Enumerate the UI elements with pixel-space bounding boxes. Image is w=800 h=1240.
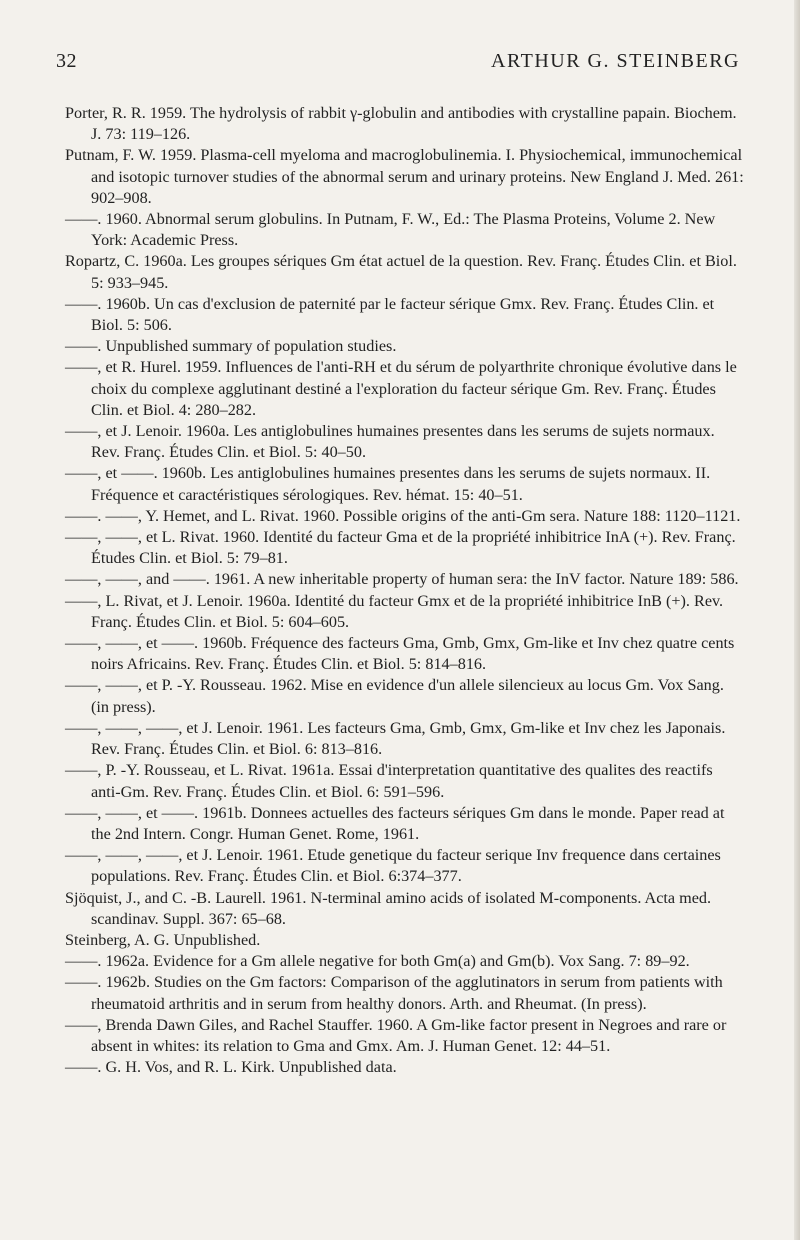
reference-entry: ——, ——, ——, et J. Lenoir. 1961. Les facteurs Gma, Gmb, Gmx, Gm-like et Inv chez les Japonais. Rev. Franç. Études Clin. et Biol. 6: 813–816. (65, 718, 726, 759)
reference-entry: Ropartz, C. 1960a. Les groupes sériques Gm état actuel de la question. Rev. Franç. Études Clin. et Biol. 5: 933–945. (65, 252, 737, 292)
page-header (56, 50, 740, 80)
reference-entry: ——, P. -Y. Rousseau, et L. Rivat. 1961a. Essai d'interpretation quantitative des qualites des reactifs anti-Gm. Rev. Franç. Études Clin. et Biol. 6: 591–596. (65, 761, 713, 801)
reference-entry: ——, L. Rivat, et J. Lenoir. 1960a. Identité du facteur Gmx et de la propriété inhibitrice InB (+). Rev. Franç. Études Clin. et Biol. 5: 604–605. (65, 591, 724, 631)
reference-entry: ——, ——, and ——. 1961. A new inheritable property of human sera: the InV factor. Nature 189: 586. (65, 570, 739, 589)
reference-entry: ——, Brenda Dawn Giles, and Rachel Stauffer. 1960. A Gm-like factor present in Negroes and rare or absent in whites: its relation to Gma and Gmx. Am. J. Human Genet. 12: 44–51. (65, 1015, 727, 1055)
reference-entry: Porter, R. R. 1959. The hydrolysis of rabbit γ-globulin and antibodies with crystalline papain. Biochem. J. 73: 119–126. (65, 104, 737, 144)
reference-entry: ——, et J. Lenoir. 1960a. Les antiglobulines humaines presentes dans les serums de sujets normaux. Rev. Franç. Études Clin. et Biol. 5: 40–50. (65, 422, 715, 462)
reference-entry: ——. 1962a. Evidence for a Gm allele negative for both Gm(a) and Gm(b). Vox Sang. 7: 89–92. (65, 952, 690, 971)
reference-entry: Steinberg, A. G. Unpublished. (65, 930, 261, 949)
reference-entry: ——. G. H. Vos, and R. L. Kirk. Unpublished data. (65, 1058, 397, 1077)
reference-entry: ——. 1962b. Studies on the Gm factors: Comparison of the agglutinators in serum from patients with rheumatoid arthritis and in serum from healthy donors. Arth. and Rheumat. (In press). (65, 973, 723, 1013)
page-number: 32 (56, 50, 77, 72)
reference-entry: Sjöquist, J., and C. -B. Laurell. 1961. N-terminal amino acids of isolated M-components. Acta med. scandinav. Suppl. 367: 65–68. (65, 888, 712, 928)
reference-entry: ——, et ——. 1960b. Les antiglobulines humaines presentes dans les serums de sujets normaux. II. Fréquence et caractéristiques sérologiques. Rev. hémat. 15: 40–51. (65, 464, 711, 504)
reference-entry: ——, et R. Hurel. 1959. Influences de l'anti-RH et du sérum de polyarthrite chronique évolutive dans le choix du complexe agglutinant destiné a l'exploration du facteur sérique Gm. Rev. Franç. Études Clin. et Biol. 4: 280–282. (65, 358, 737, 419)
reference-entry: ——. Unpublished summary of population studies. (65, 337, 397, 356)
reference-list (65, 103, 745, 1078)
reference-entry: ——, ——, et ——. 1960b. Fréquence des facteurs Gma, Gmb, Gmx, Gm-like et Inv chez quatre cents noirs Africains. Rev. Franç. Études Clin. et Biol. 5: 814–816. (65, 634, 735, 674)
page-edge (794, 0, 800, 1240)
reference-entry: ——. 1960. Abnormal serum globulins. In Putnam, F. W., Ed.: The Plasma Proteins, Volume 2. New York: Academic Press. (65, 210, 716, 250)
reference-entry: ——, ——, et L. Rivat. 1960. Identité du facteur Gma et de la propriété inhibitrice InA (+). Rev. Franç. Études Clin. et Biol. 5: 79–81. (65, 528, 736, 568)
running-title: ARTHUR G. STEINBERG (491, 50, 740, 72)
reference-entry: ——, ——, et P. -Y. Rousseau. 1962. Mise en evidence d'un allele silencieux au locus Gm. Vox Sang. (in press). (65, 676, 724, 716)
reference-entry: ——. 1960b. Un cas d'exclusion de paternité par le facteur sérique Gmx. Rev. Franç. Études Clin. et Biol. 5: 506. (65, 294, 715, 335)
reference-entry: Putnam, F. W. 1959. Plasma-cell myeloma and macroglobulinemia. I. Physiochemical, immunochemical and isotopic turnover studies of the abnormal serum and urinary proteins. New England J. Med. 261: 902–908. (65, 146, 744, 207)
reference-entry: ——, ——, et ——. 1961b. Donnees actuelles des facteurs sériques Gm dans le monde. Paper read at the 2nd Intern. Congr. Human Genet. Rome, 1961. (65, 803, 725, 843)
reference-entry: ——. ——, Y. Hemet, and L. Rivat. 1960. Possible origins of the anti-Gm sera. Nature 188: 1120–1121. (65, 506, 741, 525)
reference-entry: ——, ——, ——, et J. Lenoir. 1961. Etude genetique du facteur serique Inv frequence dans certaines populations. Rev. Franç. Études Clin. et Biol. 6:374–377. (65, 846, 721, 886)
